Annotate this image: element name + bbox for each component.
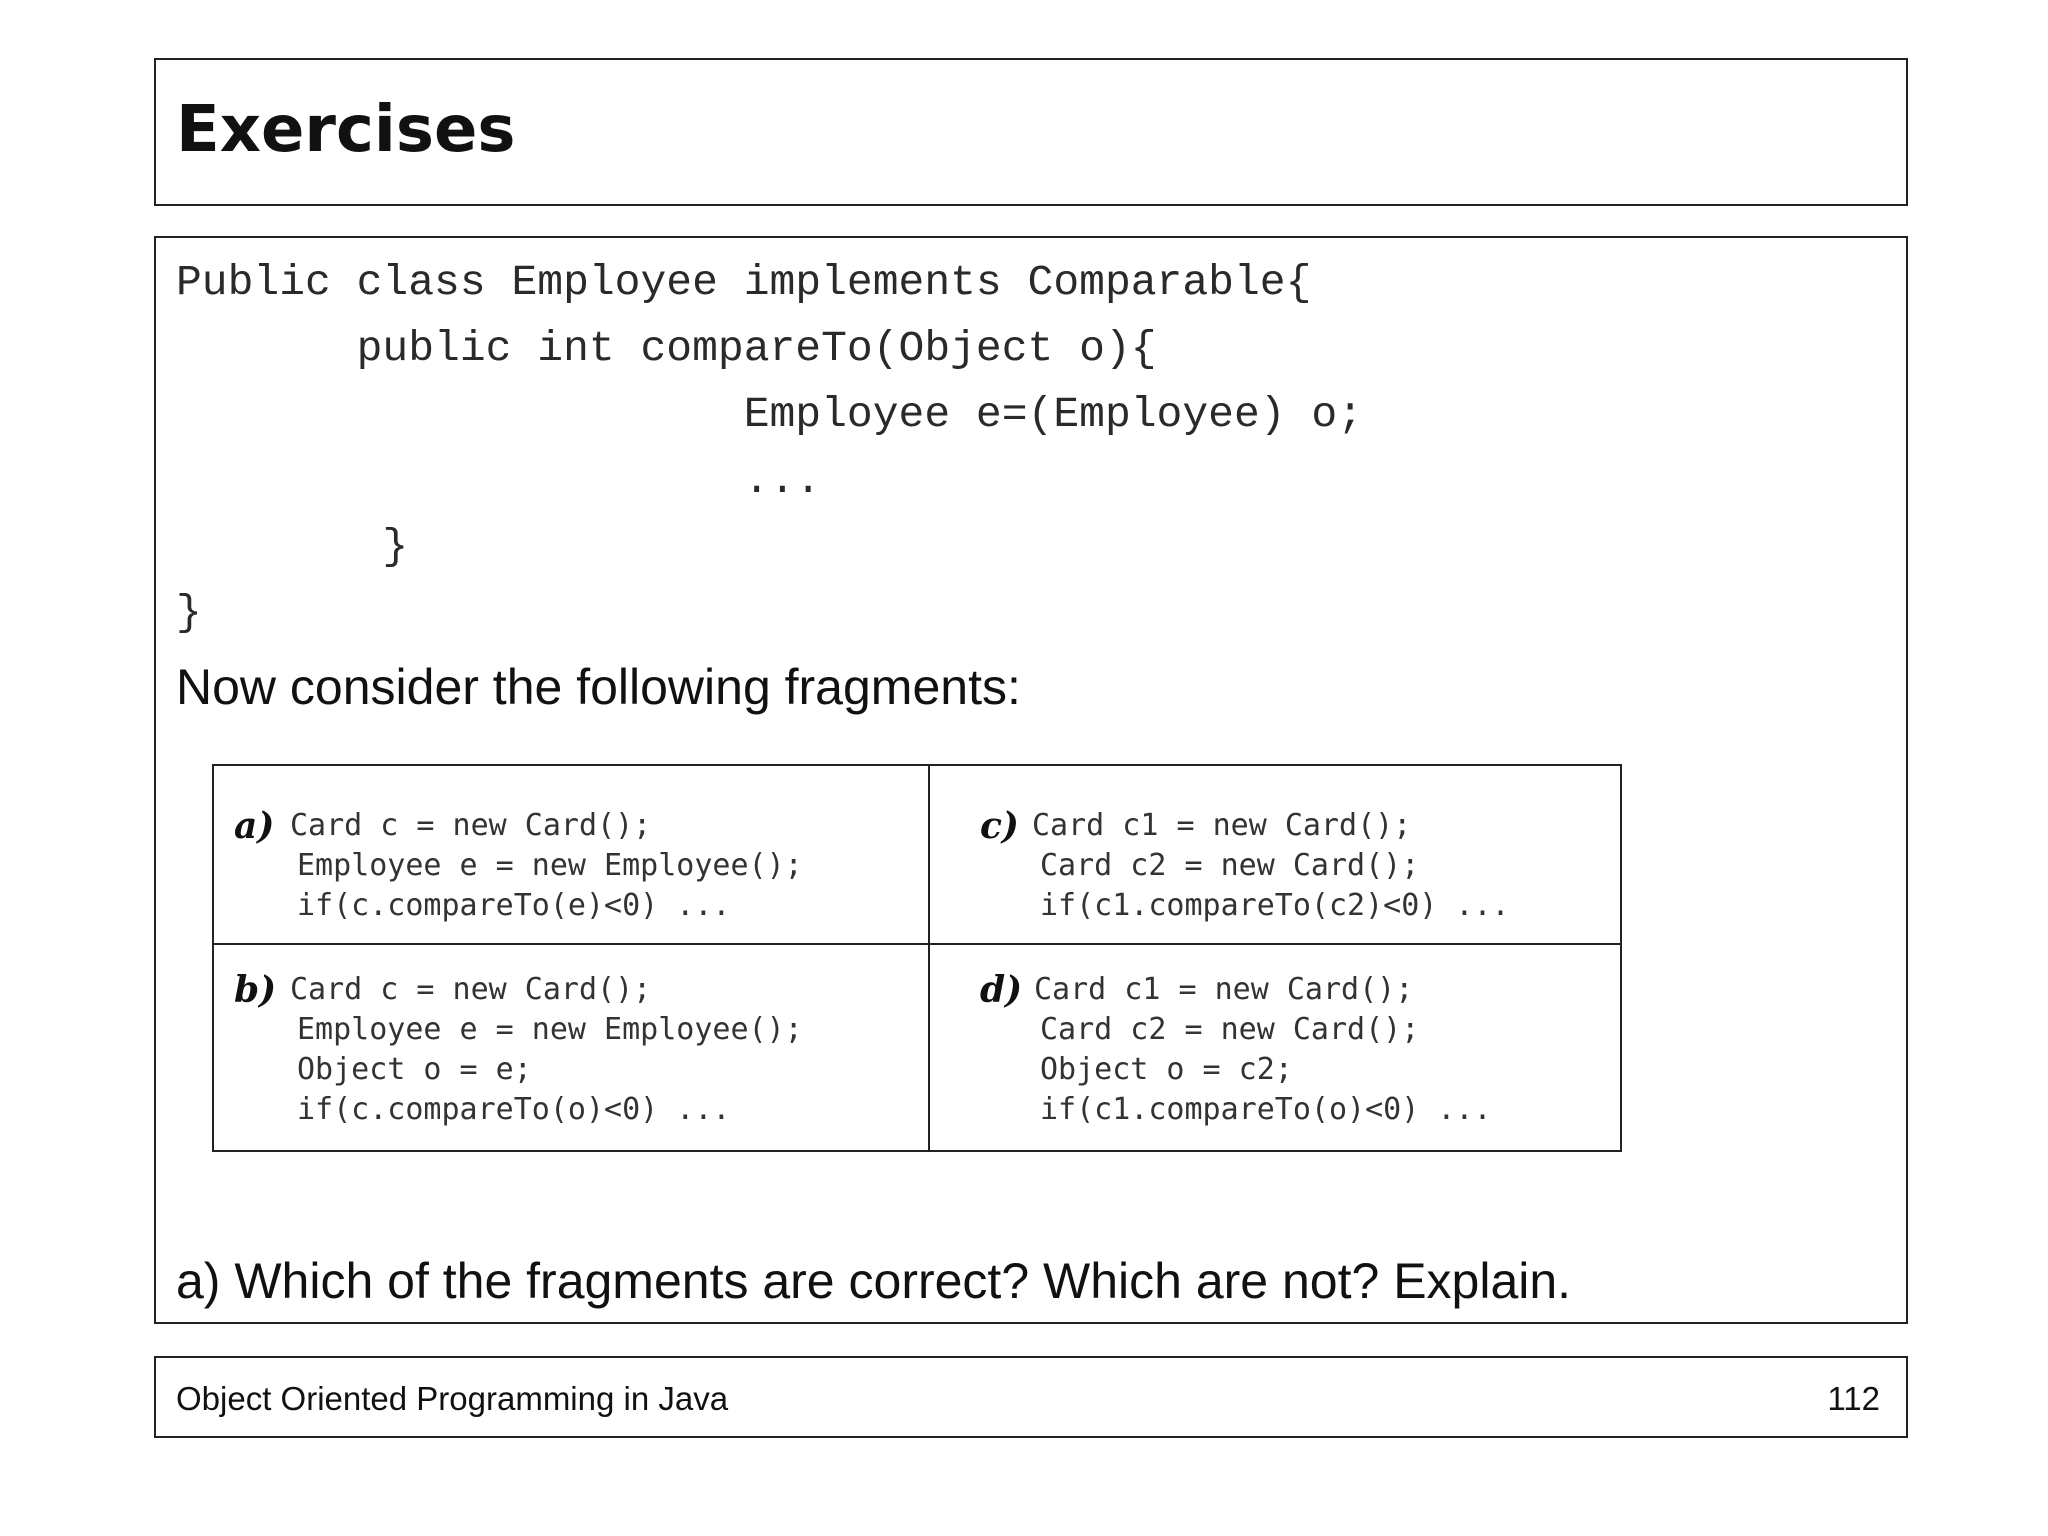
slide-title: Exercises (176, 93, 516, 167)
fragment-label: c) (980, 805, 1019, 847)
fragment-code-line: if(c.compareTo(o)<0) ... (297, 1092, 731, 1127)
fragment-code-line: Card c1 = new Card(); (1032, 808, 1412, 843)
fragment-code-line: Card c2 = new Card(); (1040, 1012, 1420, 1047)
fragment-code-line: Employee e = new Employee(); (297, 1012, 803, 1047)
fragment-code-line: if(c.compareTo(e)<0) ... (297, 888, 731, 923)
fragment-code-line: Card c = new Card(); (290, 972, 652, 1007)
fragment-code-line: if(c1.compareTo(c2)<0) ... (1040, 888, 1510, 923)
code-line: public int compareTo(Object o){ (176, 324, 1157, 373)
fragment-code-line: Card c = new Card(); (290, 808, 652, 843)
footer-page-number: 112 (1827, 1380, 1880, 1417)
fragment-code-line: Object o = c2; (1040, 1052, 1293, 1087)
fragment-label: d) (980, 969, 1023, 1011)
fragment-label: a) (234, 805, 275, 847)
fragment-code-line: Card c1 = new Card(); (1034, 972, 1414, 1007)
fragments-table (212, 764, 1622, 1152)
fragment-code-line: if(c1.compareTo(o)<0) ... (1040, 1092, 1492, 1127)
content-panel (154, 236, 1908, 1324)
title-panel (154, 58, 1908, 206)
table-vertical-divider (928, 766, 930, 1150)
code-line: ... (176, 456, 822, 505)
footer-panel (154, 1356, 1908, 1438)
fragment-code-line: Object o = e; (297, 1052, 532, 1087)
fragment-label: b) (234, 969, 277, 1011)
code-line: Public class Employee implements Comparable{ (176, 258, 1312, 307)
fragment-code-line: Card c2 = new Card(); (1040, 848, 1420, 883)
code-line: } (176, 588, 202, 637)
footer-course-title: Object Oriented Programming in Java (176, 1380, 729, 1417)
question-text: a) Which of the fragments are correct? Which are not? Explain. (176, 1253, 1572, 1309)
fragment-code-line: Employee e = new Employee(); (297, 848, 803, 883)
intro-text: Now consider the following fragments: (176, 659, 1021, 715)
table-horizontal-divider (214, 943, 1620, 945)
code-line: Employee e=(Employee) o; (176, 390, 1363, 439)
code-line: } (176, 522, 409, 571)
